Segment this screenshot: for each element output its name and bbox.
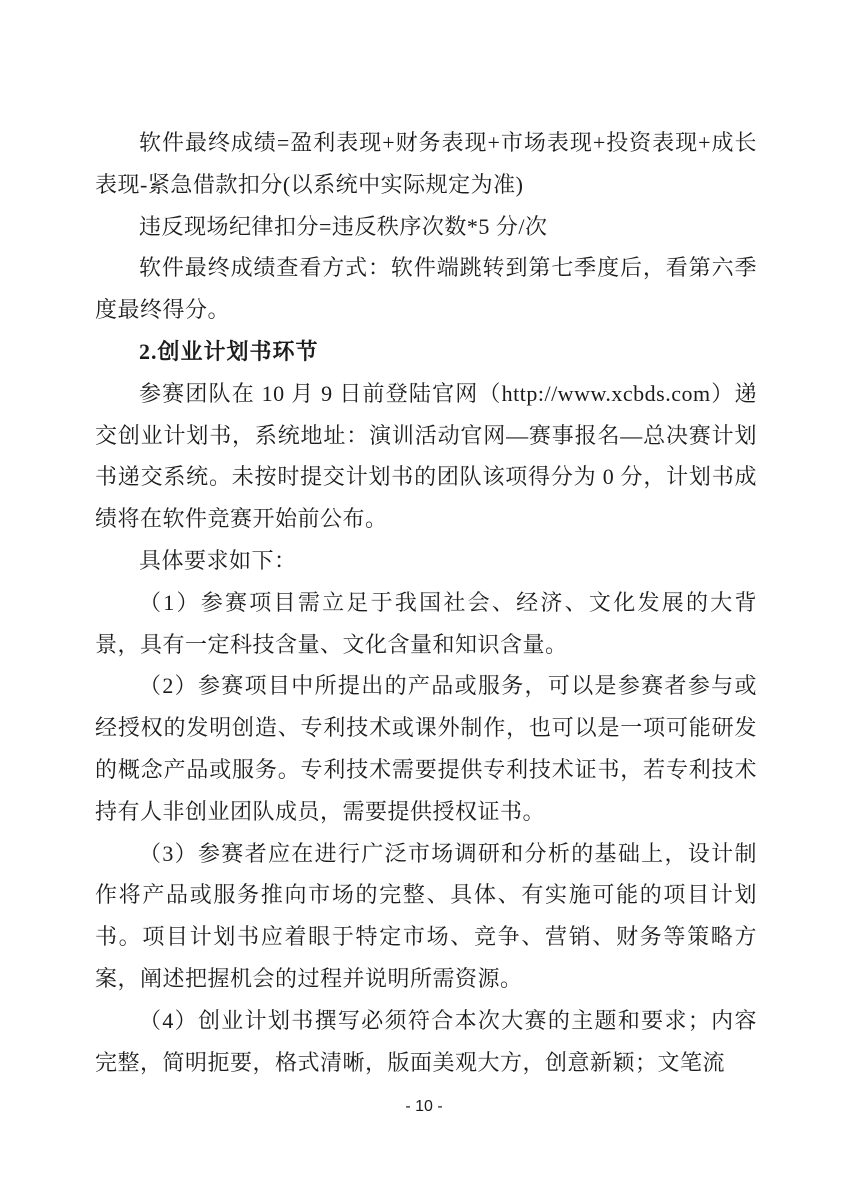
paragraph-requirements-intro: 具体要求如下：	[139, 547, 297, 573]
paragraph-discipline-deduction-formula: 违反现场纪律扣分=违反秩序次数*5 分/次	[139, 213, 548, 239]
paragraph-score-view-method: 软件最终成绩查看方式：软件端跳转到第七季度后，看第六季度最终得分。	[95, 255, 757, 323]
section-heading-business-plan: 2.创业计划书环节	[139, 338, 319, 364]
document-body	[95, 122, 757, 1083]
paragraph-requirement-4: （4）创业计划书撰写必须符合本次大赛的主题和要求；内容完整，简明扼要，格式清晰，版面美观大方，创意新颖；文笔流	[95, 1007, 757, 1075]
paragraph-requirement-3: （3）参赛者应在进行广泛市场调研和分析的基础上，设计制作将产品或服务推向市场的完整、具体、有实施可能的项目计划书。项目计划书应着眼于特定市场、竞争、营销、财务等策略方案，阐述把握机会的过程并说明所需资源。	[95, 840, 757, 991]
paragraph-software-final-score-formula: 软件最终成绩=盈利表现+财务表现+市场表现+投资表现+成长表现-紧急借款扣分(以系统中实际规定为准)	[95, 130, 757, 197]
paragraph-submission-instructions: 参赛团队在 10 月 9 日前登陆官网（http://www.xcbds.com）递交创业计划书，系统地址：演训活动官网—赛事报名—总决赛计划书递交系统。未按时提交计划书的团队该项得分为 0 分，计划书成绩将在软件竞赛开始前公布。	[95, 380, 757, 532]
page-number: - 10 -	[405, 1098, 443, 1115]
paragraph-requirement-1: （1）参赛项目需立足于我国社会、经济、文化发展的大背景，具有一定科技含量、文化含量和知识含量。	[95, 589, 757, 657]
paragraph-requirement-2: （2）参赛项目中所提出的产品或服务，可以是参赛者参与或经授权的发明创造、专利技术或课外制作，也可以是一项可能研发的概念产品或服务。专利技术需要提供专利技术证书，若专利技术持有人非创业团队成员，需要提供授权证书。	[95, 673, 757, 824]
